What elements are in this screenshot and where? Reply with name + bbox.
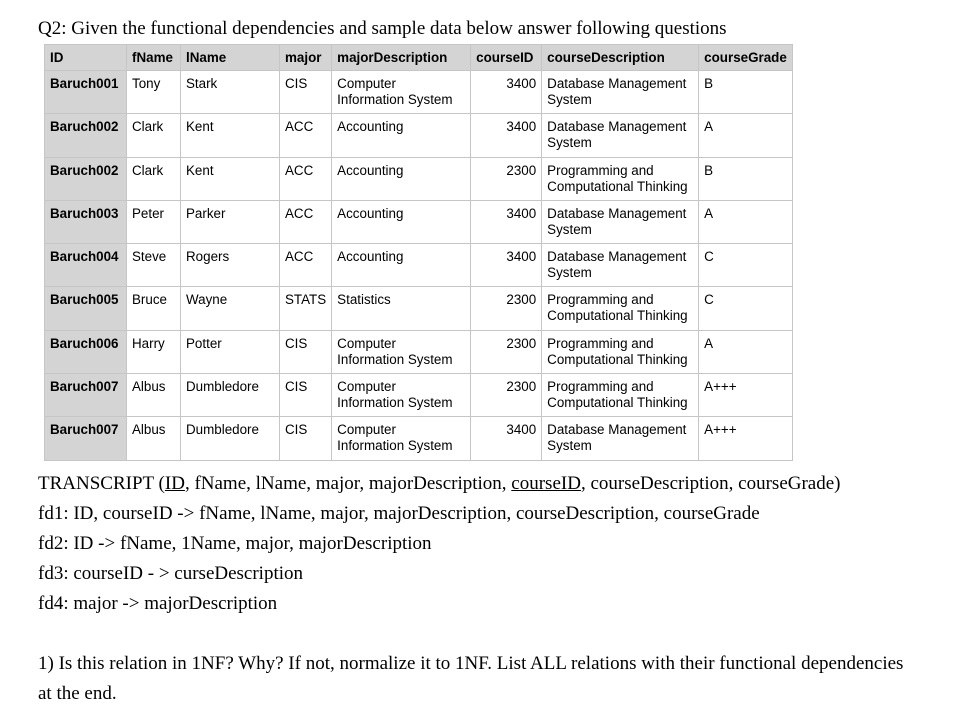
cell-course-grade: A: [699, 330, 793, 373]
transcript-table: [44, 44, 793, 461]
col-header-course-description: courseDescription: [542, 45, 699, 71]
cell-course-description: [542, 374, 699, 417]
table-row: [45, 417, 793, 460]
table-row: [45, 330, 793, 373]
cell-course-description: [542, 244, 699, 287]
cell-fname: Steve: [127, 244, 181, 287]
cell-major-description: [332, 417, 471, 460]
col-header-major-description: majorDescription: [332, 45, 471, 71]
cell-lname: Dumbledore: [181, 374, 280, 417]
cell-course-description: [542, 417, 699, 460]
col-header-id: ID: [45, 45, 127, 71]
col-header-course-id: courseID: [471, 45, 542, 71]
relation-prefix: TRANSCRIPT (: [38, 473, 165, 494]
cell-major-description-line: Accounting: [337, 249, 404, 265]
col-header-course-grade: courseGrade: [699, 45, 793, 71]
cell-major: CIS: [280, 330, 332, 373]
cell-major-description: [332, 200, 471, 243]
cell-course-id: 2300: [471, 330, 542, 373]
cell-course-description-line: Database Management: [547, 119, 687, 135]
table-row: [45, 114, 793, 157]
cell-fname: Tony: [127, 71, 181, 114]
table-row: [45, 244, 793, 287]
cell-course-grade: C: [699, 244, 793, 287]
cell-course-id: 3400: [471, 417, 542, 460]
cell-major-description-line: Accounting: [337, 205, 404, 221]
cell-major-description: [332, 330, 471, 373]
cell-lname: Stark: [181, 71, 280, 114]
cell-lname: Rogers: [181, 244, 280, 287]
cell-course-id: 2300: [471, 157, 542, 200]
cell-major-description: [332, 244, 471, 287]
cell-course-description: [542, 71, 699, 114]
fd3: fd3: courseID - > curseDescription: [38, 563, 304, 584]
fd4: fd4: major -> majorDescription: [38, 593, 278, 614]
cell-major: ACC: [280, 244, 332, 287]
cell-major: ACC: [280, 157, 332, 200]
cell-course-description: [542, 114, 699, 157]
cell-course-description-line: Computational Thinking: [547, 351, 688, 367]
table-header-row: [45, 45, 793, 71]
cell-course-id: 3400: [471, 244, 542, 287]
cell-id: Baruch004: [45, 244, 127, 287]
cell-major-description-line: Computer: [337, 335, 396, 351]
cell-course-description-line: Database Management: [547, 205, 687, 221]
cell-course-grade: B: [699, 71, 793, 114]
cell-fname: Peter: [127, 200, 181, 243]
cell-major-description-line: Computer: [337, 379, 396, 395]
cell-course-description-line: System: [547, 221, 592, 237]
relation-key-courseid: courseID: [511, 473, 581, 494]
cell-lname: Parker: [181, 200, 280, 243]
question-title: Q2: Given the functional dependencies and sample data below answer following questions: [38, 18, 727, 39]
cell-course-description-line: System: [547, 438, 592, 454]
cell-course-description: [542, 200, 699, 243]
cell-major-description-line: Statistics: [337, 292, 391, 308]
cell-course-grade: A: [699, 114, 793, 157]
cell-course-id: 3400: [471, 200, 542, 243]
cell-course-description-line: Programming and: [547, 335, 654, 351]
cell-lname: Wayne: [181, 287, 280, 330]
cell-fname: Harry: [127, 330, 181, 373]
cell-id: Baruch002: [45, 114, 127, 157]
cell-lname: Kent: [181, 157, 280, 200]
cell-course-description: [542, 330, 699, 373]
fd2: fd2: ID -> fName, 1Name, major, majorDescription: [38, 533, 432, 554]
cell-id: Baruch001: [45, 71, 127, 114]
cell-lname: Kent: [181, 114, 280, 157]
cell-course-id: 3400: [471, 114, 542, 157]
cell-major: STATS: [280, 287, 332, 330]
relation-mid: , fName, lName, major, majorDescription,: [184, 473, 512, 494]
cell-major-description-line: Information System: [337, 395, 453, 411]
cell-id: Baruch003: [45, 200, 127, 243]
cell-course-description-line: Database Management: [547, 422, 687, 438]
cell-fname: Albus: [127, 374, 181, 417]
col-header-major: major: [280, 45, 332, 71]
cell-course-description-line: System: [547, 135, 592, 151]
cell-major: CIS: [280, 374, 332, 417]
cell-course-description: [542, 157, 699, 200]
cell-major-description: [332, 157, 471, 200]
question-1-line-2: at the end.: [38, 683, 117, 704]
fd1: fd1: ID, courseID -> fName, lName, major, majorDescription, courseDescription, courseGrade: [38, 503, 760, 524]
cell-course-description-line: Database Management: [547, 249, 687, 265]
cell-course-grade: B: [699, 157, 793, 200]
cell-course-grade: A+++: [699, 417, 793, 460]
cell-major: CIS: [280, 71, 332, 114]
cell-major-description: [332, 374, 471, 417]
table-row: [45, 374, 793, 417]
col-header-lname: lName: [181, 45, 280, 71]
cell-major-description: [332, 287, 471, 330]
cell-course-description-line: Computational Thinking: [547, 308, 688, 324]
table-row: [45, 200, 793, 243]
relation-key-id: ID: [164, 473, 185, 494]
cell-id: Baruch002: [45, 157, 127, 200]
cell-lname: Potter: [181, 330, 280, 373]
cell-course-description-line: Database Management: [547, 76, 687, 91]
cell-major-description-line: Accounting: [337, 119, 404, 135]
cell-course-grade: A: [699, 200, 793, 243]
cell-course-description: [542, 287, 699, 330]
table-row: [45, 71, 793, 114]
table-row: [45, 287, 793, 330]
cell-lname: Dumbledore: [181, 417, 280, 460]
cell-major-description: [332, 71, 471, 114]
cell-course-id: 2300: [471, 374, 542, 417]
cell-course-description-line: Programming and: [547, 292, 654, 308]
cell-course-id: 3400: [471, 71, 542, 114]
cell-course-id: 2300: [471, 287, 542, 330]
cell-major-description-line: Computer: [337, 422, 396, 438]
cell-id: Baruch007: [45, 417, 127, 460]
cell-major: ACC: [280, 114, 332, 157]
cell-major-description-line: Accounting: [337, 162, 404, 178]
col-header-fname: fName: [127, 45, 181, 71]
relation-suffix: , courseDescription, courseGrade): [580, 473, 841, 494]
cell-major-description-line: Information System: [337, 438, 453, 454]
cell-course-description-line: Computational Thinking: [547, 395, 688, 411]
table-row: [45, 157, 793, 200]
cell-fname: Clark: [127, 157, 181, 200]
cell-major-description-line: Information System: [337, 92, 453, 107]
cell-id: Baruch005: [45, 287, 127, 330]
cell-course-grade: A+++: [699, 374, 793, 417]
cell-major: CIS: [280, 417, 332, 460]
cell-fname: Bruce: [127, 287, 181, 330]
cell-fname: Albus: [127, 417, 181, 460]
cell-major-description-line: Information System: [337, 351, 453, 367]
cell-course-description-line: System: [547, 92, 592, 107]
cell-major-description: [332, 114, 471, 157]
cell-fname: Clark: [127, 114, 181, 157]
cell-course-description-line: Computational Thinking: [547, 178, 688, 194]
cell-id: Baruch007: [45, 374, 127, 417]
cell-course-grade: C: [699, 287, 793, 330]
cell-course-description-line: Programming and: [547, 162, 654, 178]
relation-schema: [38, 472, 841, 496]
cell-id: Baruch006: [45, 330, 127, 373]
question-1-line-1: 1) Is this relation in 1NF? Why? If not, normalize it to 1NF. List ALL relations with their functional dependencies: [38, 653, 904, 674]
cell-major: ACC: [280, 200, 332, 243]
cell-course-description-line: System: [547, 265, 592, 281]
cell-course-description-line: Programming and: [547, 379, 654, 395]
cell-major-description-line: Computer: [337, 76, 396, 91]
